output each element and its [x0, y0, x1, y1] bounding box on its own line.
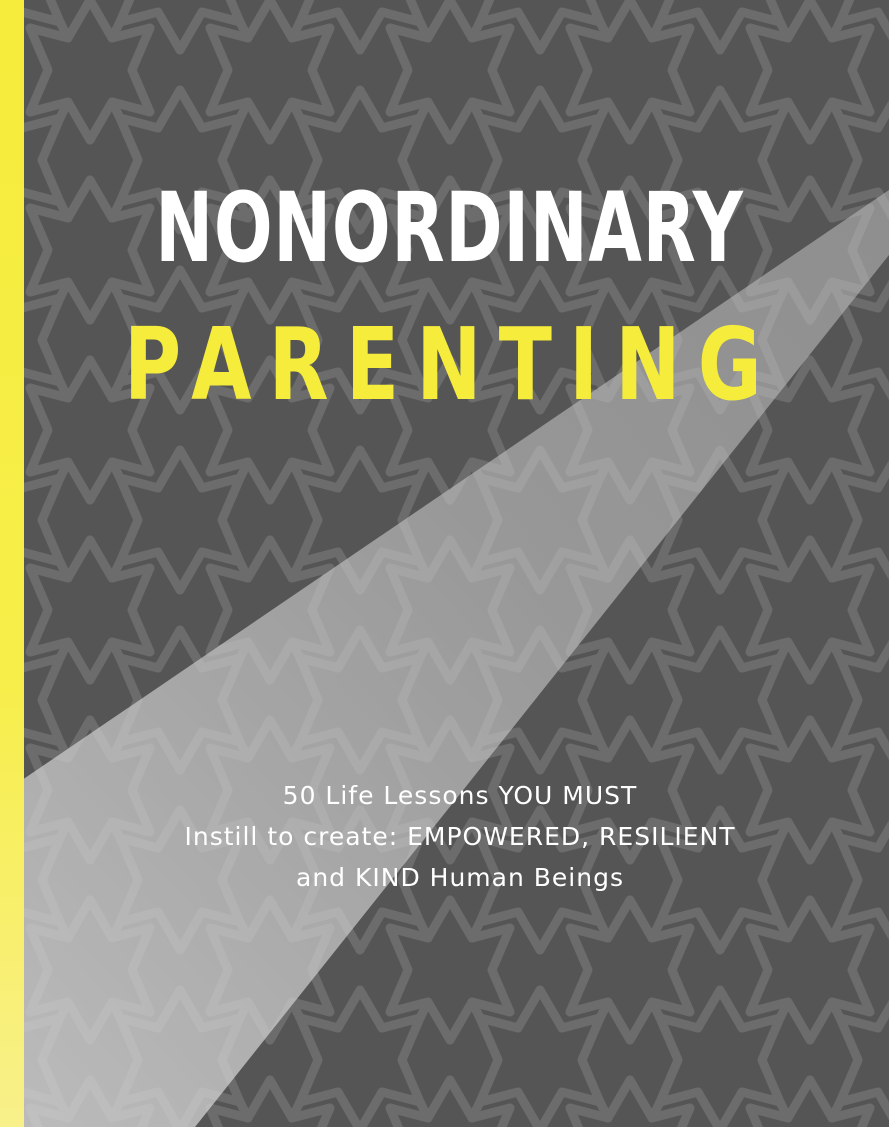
title-parenting: PARENTING [123, 306, 779, 423]
subtitle-line-3: and KIND Human Beings [296, 863, 624, 892]
subtitle-block [60, 775, 860, 898]
subtitle-line-2: Instill to create: EMPOWERED, RESILIENT [184, 822, 736, 851]
yellow-spine-stripe [0, 0, 24, 1127]
subtitle-line-1: 50 Life Lessons YOU MUST [282, 781, 638, 810]
title-nonordinary: NONORDINARY [155, 172, 744, 284]
